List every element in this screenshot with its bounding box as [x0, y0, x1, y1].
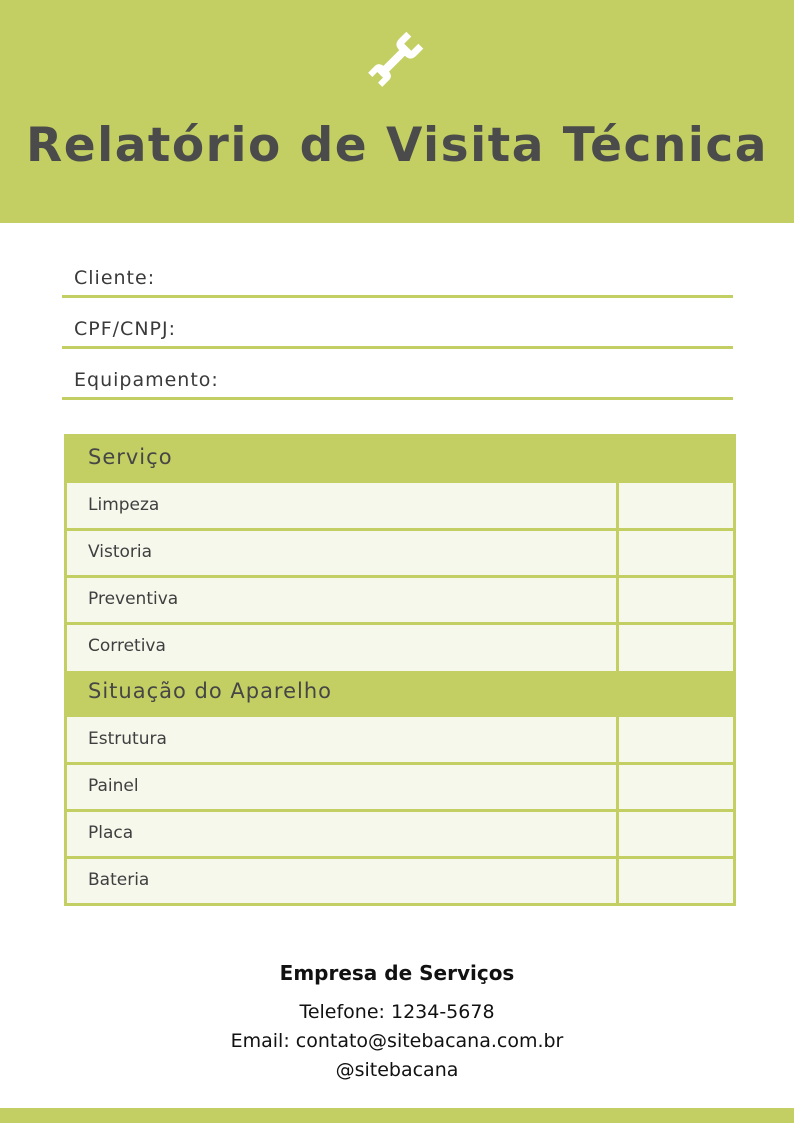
client-label: Cliente:: [74, 267, 156, 289]
equipment-label: Equipamento:: [74, 369, 219, 391]
row-label: Painel: [88, 776, 139, 796]
check-cell-preventiva[interactable]: [616, 577, 733, 622]
table-row: [67, 577, 733, 625]
social-handle: @sitebacana: [335, 1059, 459, 1081]
email-address: Email: contato@sitebacana.com.br: [230, 1030, 564, 1052]
row-label: Placa: [88, 823, 134, 843]
company-name: Empresa de Serviços: [279, 961, 515, 985]
checklist-table: [64, 434, 736, 906]
equipment-field[interactable]: [62, 352, 733, 400]
table-row: [67, 764, 733, 812]
row-label: Preventiva: [88, 589, 179, 609]
table-row: [67, 483, 733, 531]
row-label: Estrutura: [88, 729, 167, 749]
check-cell-estrutura[interactable]: [616, 717, 733, 762]
table-row: [67, 530, 733, 578]
cpf-cnpj-label: CPF/CNPJ:: [74, 318, 176, 340]
section-title: Situação do Aparelho: [88, 679, 333, 703]
row-label: Corretiva: [88, 636, 166, 656]
wrench-icon: [363, 28, 427, 92]
check-cell-placa[interactable]: [616, 811, 733, 856]
check-cell-painel[interactable]: [616, 764, 733, 809]
row-label: Vistoria: [88, 542, 153, 562]
section-header-device-status: [67, 671, 733, 717]
section-header-service: [67, 437, 733, 483]
bottom-bar: [0, 1108, 794, 1123]
phone-number: Telefone: 1234-5678: [299, 1001, 495, 1023]
section-title: Serviço: [88, 445, 173, 469]
cpf-cnpj-field[interactable]: [62, 301, 733, 349]
client-field[interactable]: [62, 250, 733, 298]
check-cell-corretiva[interactable]: [616, 624, 733, 672]
check-cell-limpeza[interactable]: [616, 483, 733, 528]
header-banner: [0, 0, 794, 223]
row-label: Bateria: [88, 870, 150, 890]
table-row: [67, 811, 733, 859]
row-label: Limpeza: [88, 495, 160, 515]
check-cell-vistoria[interactable]: [616, 530, 733, 575]
table-row: [67, 717, 733, 765]
page-title: Relatório de Visita Técnica: [26, 118, 768, 173]
check-cell-bateria[interactable]: [616, 858, 733, 906]
table-row: [67, 858, 733, 906]
table-row: [67, 624, 733, 672]
